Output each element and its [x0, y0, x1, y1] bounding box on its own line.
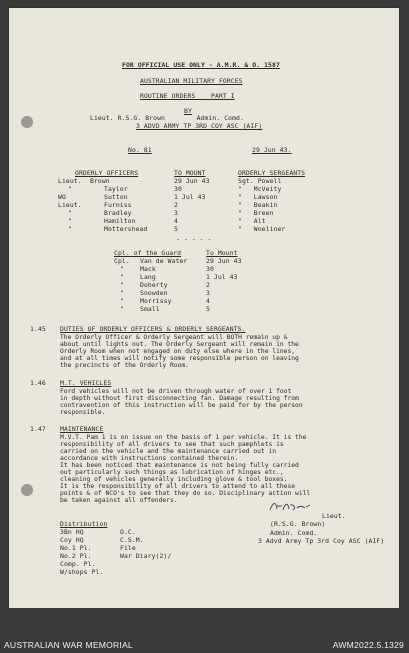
section-line: carried on the vehicle and the maintenance carried out in	[60, 448, 277, 455]
section-line: be taken against all offenders.	[60, 497, 178, 504]
guard-rank: "	[120, 265, 124, 273]
section-line: in depth without first disconnecting fan. Damage resulting from	[60, 395, 299, 402]
roster-date: 5	[174, 225, 178, 233]
guard-name: Doherty	[140, 281, 168, 289]
roster-sergeant: " Alt	[238, 217, 266, 225]
section-title: DUTIES OF ORDERLY OFFICERS & ORDERLY SERGEANTS.	[60, 325, 246, 333]
roster-sergeant: Sgt. Powell	[238, 177, 282, 185]
roster-rank: Lieut.	[58, 177, 82, 185]
guard-rank: Cpl.	[114, 257, 130, 265]
unit-line: 3 ADVD ARMY TP 3RD COY ASC (AIF)	[136, 122, 263, 130]
orders-heading: ROUTINE ORDERS PART I	[140, 92, 235, 100]
section-line: It is the responsibility of all drivers to attend to all these	[60, 483, 296, 490]
roster-date: 29 Jun 43	[174, 177, 210, 185]
roster-rank: "	[68, 209, 72, 217]
distribution-item: No.1 Pl.	[60, 544, 92, 552]
to-mount-header: TO MOUNT	[174, 169, 206, 177]
roster-rank: "	[68, 225, 72, 233]
guard-mount-header: To Mount	[206, 249, 238, 257]
section-line: and at all times will notify some responsible person on leaving	[60, 355, 299, 362]
roster-name: Taylor	[104, 185, 128, 193]
by-line: BY	[184, 107, 192, 115]
distribution-item: 3Bn HQ	[60, 528, 84, 536]
distribution-item: C.S.M.	[120, 536, 144, 544]
distribution-item: W/shops Pl.	[60, 568, 104, 576]
signature-name: (R.S.G. Brown)	[270, 520, 326, 528]
guard-name: Lang	[140, 273, 156, 281]
distribution-item: O.C.	[120, 528, 136, 536]
guard-header: Cpl. of the Guard	[114, 249, 182, 257]
section-line: responsibility of all drivers to see that such pamphlets is	[60, 441, 284, 448]
roster-date: 2	[174, 201, 178, 209]
signature-rank: Lieut.	[322, 512, 346, 520]
guard-date: 30	[206, 265, 214, 273]
guard-date: 4	[206, 297, 210, 305]
section-line: about until lights out. The Orderly Sergeant will remain in the	[60, 341, 299, 348]
roster-name: Bradley	[104, 209, 132, 217]
roster-name: Hamilton	[104, 217, 136, 225]
distribution-title: Distribution	[60, 520, 108, 528]
orderly-officers-header: ORDERLY OFFICERS	[75, 169, 139, 177]
roster-date: 4	[174, 217, 178, 225]
orderly-sergeants-header: ORDERLY SERGEANTS	[238, 169, 306, 177]
section-line: contravention of this instruction will be paid for by the person	[60, 402, 303, 409]
guard-date: 2	[206, 281, 210, 289]
section-number: 1.46	[30, 379, 46, 387]
roster-name: Furniss	[104, 201, 132, 209]
roster-rank: WO	[58, 193, 66, 201]
roster-name: Sutton	[104, 193, 128, 201]
roster-rank: "	[68, 185, 72, 193]
divider-dashes: - - - - -	[176, 235, 212, 243]
section-line: points & of NCO's to see that they do so. Disciplinary action will	[60, 490, 311, 497]
guard-rank: "	[120, 281, 124, 289]
section-line: out particularly such things as lubrication of hinges etc.,	[60, 469, 284, 476]
guard-rank: "	[120, 305, 124, 313]
roster-rank: "	[68, 217, 72, 225]
distribution-item: File	[120, 544, 136, 552]
roster-name: Brown	[90, 177, 110, 185]
section-line: It has been noticed that maintenance is not being fully carried	[60, 462, 299, 469]
punch-hole	[21, 484, 33, 496]
footer-institution: AUSTRALIAN WAR MEMORIAL	[4, 640, 133, 650]
roster-date: 3	[174, 209, 178, 217]
roster-rank: Lieut.	[58, 201, 82, 209]
distribution-item: No.2 Pl.	[60, 552, 92, 560]
roster-date: 1 Jul 43	[174, 193, 206, 201]
section-line: the precincts of the Orderly Room.	[60, 362, 189, 369]
organisation-heading: AUSTRALIAN MILITARY FORCES	[140, 77, 243, 85]
roster-sergeant: " Beakin	[238, 201, 278, 209]
section-line: responsible.	[60, 409, 106, 416]
classification-line: FOR OFFICIAL USE ONLY - A.M.R. & O. 1587	[122, 61, 280, 69]
guard-name: Van de Water	[140, 257, 188, 265]
section-line: The Orderly Officer & Orderly Sergeant will BOTH remain up &	[60, 334, 288, 341]
signature-title: Admin. Comd.	[270, 529, 318, 537]
guard-rank: "	[120, 297, 124, 305]
guard-name: Mack	[140, 265, 156, 273]
distribution-item: Coy HQ	[60, 536, 84, 544]
guard-date: 1 Jul 43	[206, 273, 238, 281]
roster-sergeant: " Woeliner	[238, 225, 286, 233]
section-line: accordance with instructions contained therein.	[60, 455, 239, 462]
order-date: 29 Jun 43.	[252, 146, 292, 154]
section-number: 1.47	[30, 425, 46, 433]
section-title: MAINTENANCE	[60, 425, 104, 433]
roster-sergeant: " Breen	[238, 209, 274, 217]
guard-name: Snowden	[140, 289, 168, 297]
roster-name: Mottershead	[104, 225, 148, 233]
handwritten-signature	[268, 499, 312, 513]
section-line: Orderly Room when not engaged on duty else where in the lines,	[60, 348, 296, 355]
guard-date: 5	[206, 305, 210, 313]
guard-rank: "	[120, 273, 124, 281]
guard-name: Morrissy	[140, 297, 172, 305]
distribution-item: War Diary(2)/	[120, 552, 172, 560]
guard-rank: "	[120, 289, 124, 297]
signature-unit: 3 Advd Army Tp 3rd Coy ASC (AIF)	[258, 537, 385, 545]
section-line: cleaning of vehicles generally including glove & tool boxes.	[60, 476, 288, 483]
guard-date: 3	[206, 289, 210, 297]
section-number: 1.45	[30, 325, 46, 333]
roster-date: 30	[174, 185, 182, 193]
roster-sergeant: " Lawson	[238, 193, 278, 201]
guard-name: Small	[140, 305, 160, 313]
roster-sergeant: " McVeity	[238, 185, 282, 193]
section-title: M.T. VEHICLES	[60, 379, 112, 387]
punch-hole	[21, 116, 33, 128]
distribution-item: Comp. Pl.	[60, 560, 96, 568]
guard-date: 29 Jun 43	[206, 257, 242, 265]
commander-line: Lieut. R.S.G. Brown Admin. Comd.	[90, 114, 244, 122]
section-line: Ford vehicles will not be driven through water of over 1 foot	[60, 388, 292, 395]
footer-accession: AWM2022.5.1329	[332, 640, 404, 650]
section-line: M.V.T. Pam 1 is on issue on the basis of 1 per vehicle. It is the	[60, 434, 307, 441]
order-number: No. 81	[128, 146, 152, 154]
